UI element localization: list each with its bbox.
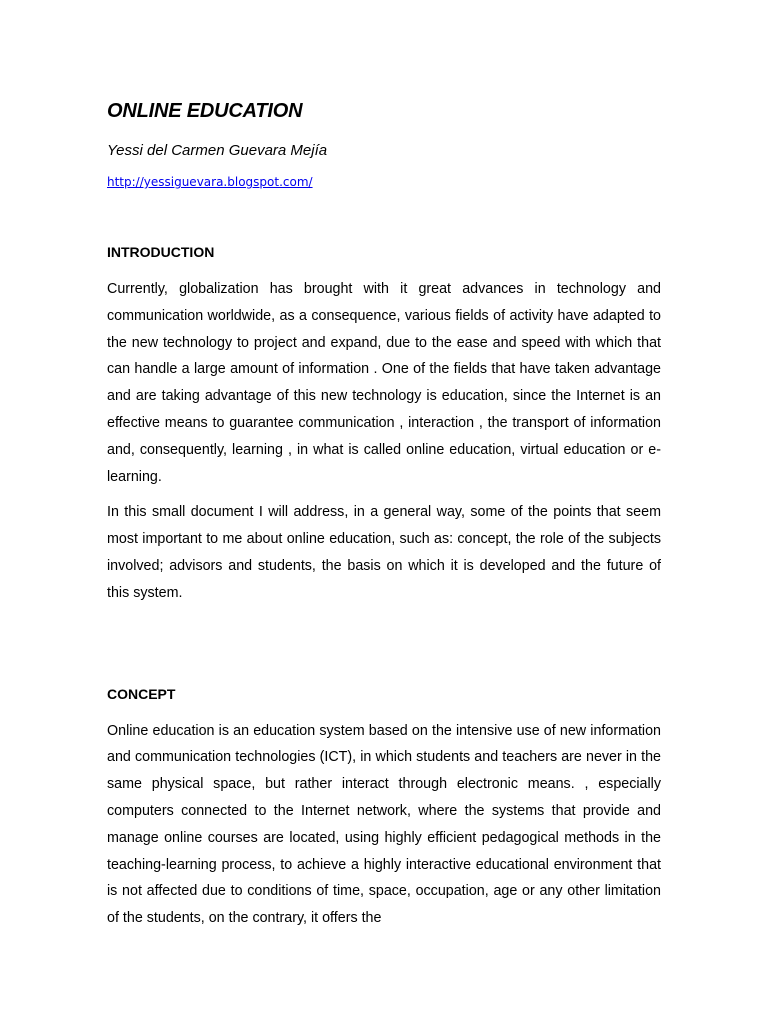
introduction-paragraph-2: In this small document I will address, in a general way, some of the points that seem most important to me about online education, such as: concept, the role of the subjects involved; advisors and students, the basis on which it is developed and the future of this system. xyxy=(107,504,661,601)
concept-paragraph-1: Online education is an education system based on the intensive use of new information and communication technologies (ICT), in which students and teachers are never in the same physical space, but rather interact through electronic means. , especially computers connected to the Internet network, where the systems that provide and manage online courses are located, using highly efficient pedagogical methods in the teaching-learning process, to achieve a highly interactive educational environment that is not affected due to conditions of time, space, occupation, age or any other limitation of the students, on the contrary, it offers the xyxy=(107,722,661,927)
author-name: Yessi del Carmen Guevara Mejía xyxy=(107,142,328,159)
section-heading-concept: CONCEPT xyxy=(107,685,176,702)
section-heading-introduction: INTRODUCTION xyxy=(107,244,215,260)
document-body xyxy=(107,98,661,932)
introduction-paragraph-1: Currently, globalization has brought with it great advances in technology and communication worldwide, as a consequence, various fields of activity have adapted to the new technology to project and expand, due to the ease and speed with which that can handle a large amount of information . One of the fields that have taken advantage and are taking advantage of this new technology is education, since the Internet is an effective means to guarantee communication , interaction , the transport of information and, consequently, learning , in what is called online education, virtual education or e-learning. xyxy=(107,281,661,485)
document-title: ONLINE EDUCATION xyxy=(107,100,303,122)
blog-link[interactable]: http://yessiguevara.blogspot.com/ xyxy=(107,175,313,189)
